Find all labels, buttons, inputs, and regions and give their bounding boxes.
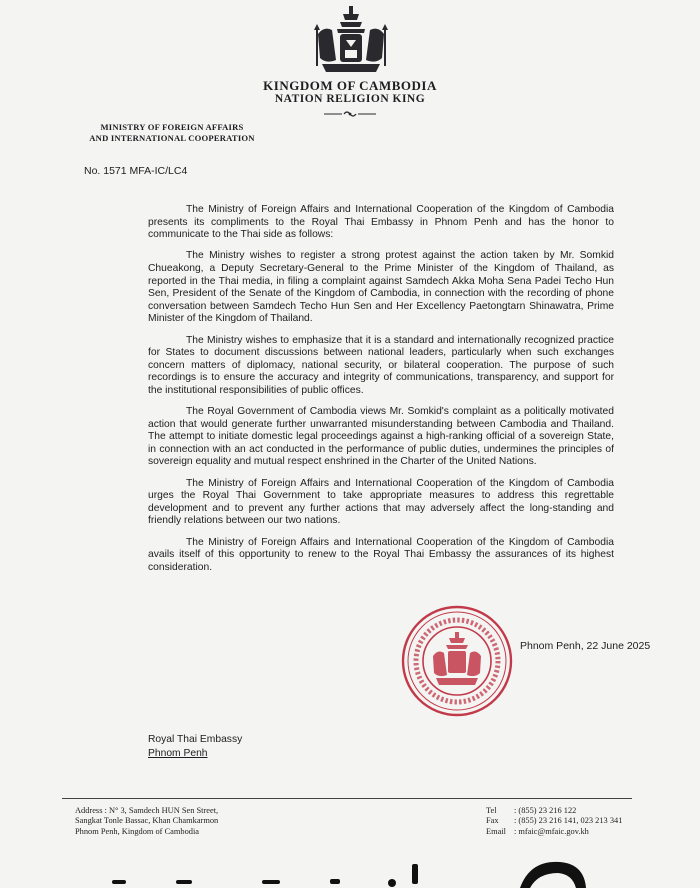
body-paragraph: The Ministry of Foreign Affairs and International Cooperation of the Kingdom of Cambodia urges the Royal Thai Government to take appropriate measures to address this regrettable development and to prevent any further actions that may adversely affect the long-standing and friendly relations between our two nations. [148,477,614,527]
footer-divider [62,798,632,799]
handwritten-marks-icon [0,850,700,888]
tel-value: : (855) 23 216 122 [514,806,577,815]
address-line: Address : N° 3, Samdech HUN Sen Street, [75,806,219,815]
ministry-line-2: AND INTERNATIONAL COOPERATION [89,133,255,143]
ministry-name [62,122,282,144]
body-paragraph: The Ministry of Foreign Affairs and International Cooperation of the Kingdom of Cambodia presents its compliments to the Royal Thai Embassy in Phnom Penh and has the honor to communicate to the Thai side as follows: [148,204,614,241]
letter-body [148,204,614,583]
addressee-city: Phnom Penh [148,747,208,759]
letter-date: Phnom Penh, 22 June 2025 [520,640,651,652]
address-line: Sangkat Tonle Bassac, Khan Chamkarmon [75,816,219,826]
email-row [486,827,622,837]
footer-address [75,806,218,837]
addressee-name: Royal Thai Embassy [148,734,243,745]
address-line: Phnom Penh, Kingdom of Cambodia [75,826,199,836]
ministry-seal-stamp-icon [400,604,514,718]
addressee-block [148,733,242,760]
fax-value: : (855) 23 216 141, 023 213 341 [514,816,623,826]
tel-label: Tel [486,806,497,815]
reference-number: No. 1571 MFA-IC/LC4 [84,165,188,177]
email-value: : mfaic@mfaic.gov.kh [514,826,589,836]
email-label: Email [486,826,507,836]
body-paragraph: The Ministry of Foreign Affairs and International Cooperation of the Kingdom of Cambodia avails itself of this opportunity to renew to the Royal Thai Embassy the assurances of its highest consideration. [148,536,614,573]
fax-label: Fax [486,816,499,826]
ministry-line-1: MINISTRY OF FOREIGN AFFAIRS [100,122,244,132]
footer-contacts [486,806,622,837]
body-paragraph: The Royal Government of Cambodia views Mr. Somkid's complaint as a politically motivated action that would generate further unwarranted misunderstanding between Cambodia and Thailand. The attempt to initiate domestic legal proceedings against a high-ranking official of a sovereign State, in connection with an act conducted in the performance of public duties, undermines the principles of sovereign equality and mutual respect enshrined in the Charter of the United Nations. [148,406,614,468]
ornament-divider-icon [322,110,378,118]
body-paragraph: The Ministry wishes to emphasize that it is a standard and internationally recognized practice for States to document discussions between national leaders, particularly when such exchanges concern matters of diplomacy, national security, or bilateral cooperation. The purpose of such recordings is to ensure the accuracy and integrity of communications, transparency, and support for the institutional responsibilities of public offices. [148,334,614,396]
body-paragraph: The Ministry wishes to register a strong protest against the action taken by Mr. Somkid Chueakong, a Deputy Secretary-General to the Prime Minister of the Kingdom of Thailand, as reported in the Thai media, in filing a complaint against Samdech Akka Moha Sena Padei Techo Hun Sen, President of the Senate of the Kingdom of Cambodia, in connection with the recording of phone conversation between Samdech Techo Hun Sen and Her Excellency Paetongtarn Shinawatra, Prime Minister of the Kingdom of Thailand. [148,250,614,325]
royal-coat-of-arms-icon [310,4,392,74]
motto-heading: NATION RELIGION KING [274,93,426,105]
tel-row [486,806,622,816]
kingdom-heading: KINGDOM OF CAMBODIA [263,78,437,93]
fax-row [486,816,622,826]
